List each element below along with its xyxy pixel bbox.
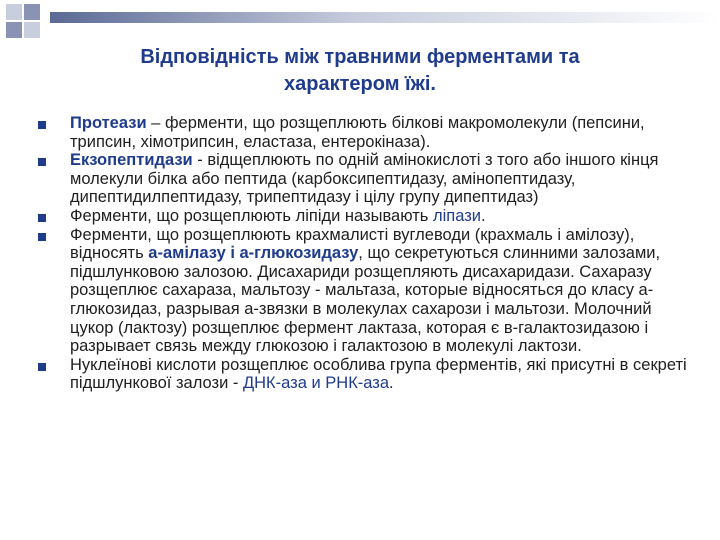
text-exopeptidases: - відщеплюють по одній амінокислоті з того або іншого кінця молекули білка або пептида (карбоксипептидазу, амінопептидазу, дипептидилпептидазу, трипептидазу і цілу групу дипептидаз): [70, 151, 659, 207]
highlight-amylases: а-амілазу і а-глюкозидазу: [148, 244, 359, 263]
square-bullet-icon: [38, 233, 46, 241]
deco-square-top-right: [24, 4, 40, 20]
square-bullet-icon: [38, 214, 46, 222]
square-bullet-icon: [38, 363, 46, 371]
highlight-nucleases: ДНК-аза и РНК-аза: [242, 374, 390, 393]
text-amylases-before: Ферменти, що розщеплюють крахмалисті вуглеводи (крахмаль і амілозу), відносять: [70, 225, 635, 263]
list-item-lipases: [38, 207, 688, 226]
text-nucleases-before: Нуклеїнові кислоти розщеплює особлива група ферментів, які присутні в секреті підшлункової залози -: [70, 355, 687, 393]
header-gradient-band: [50, 12, 720, 23]
list-item-proteases: [38, 114, 688, 151]
highlight-lipases: ліпази: [432, 206, 481, 225]
text-amylases-after: , що секретуються слинними залозами, підшлунковою залозою. Дисахариди розщепляють дисахаридази. Сахаразу розщеплює сахараза, мальтозу - мальтаза, которые відносяться до класу а-глюкозидаз, разрывая а-звязки в молекулах сахарози і мальтози. Молочний цукор (лактозу) розщеплює фермент лактаза, которая є в-галактозидазою і разрывает связь между глюкозою і галактозою в молекулі лактози.: [70, 244, 661, 356]
deco-square-top-left: [6, 4, 22, 20]
list-item-amylases: [38, 226, 688, 356]
text-nucleases-after: .: [389, 374, 394, 393]
deco-square-bottom-left: [6, 22, 22, 38]
square-bullet-icon: [38, 121, 46, 129]
bullet-list: [38, 114, 688, 393]
term-exopeptidases: Екзопептидази: [70, 151, 193, 170]
title-line-1: Відповідність між травними ферментами та: [140, 46, 580, 68]
square-bullet-icon: [38, 158, 46, 166]
term-proteases: Протеази: [70, 114, 147, 132]
title-line-2: характером їжі.: [284, 73, 436, 95]
text-lipases-after: .: [480, 206, 486, 225]
list-item-exopeptidases: [38, 151, 688, 207]
slide-title: [70, 44, 650, 98]
text-lipases-before: Ферменти, що розщеплюють ліпіди называють: [70, 206, 433, 225]
list-item-nucleases: [38, 356, 688, 393]
text-proteases: – ферменти, що розщеплюють білкові макромолекули (пепсини, трипсин, хімотрипсин, еластаза, ентерокіназа).: [70, 114, 645, 151]
deco-square-bottom-right: [24, 22, 40, 38]
